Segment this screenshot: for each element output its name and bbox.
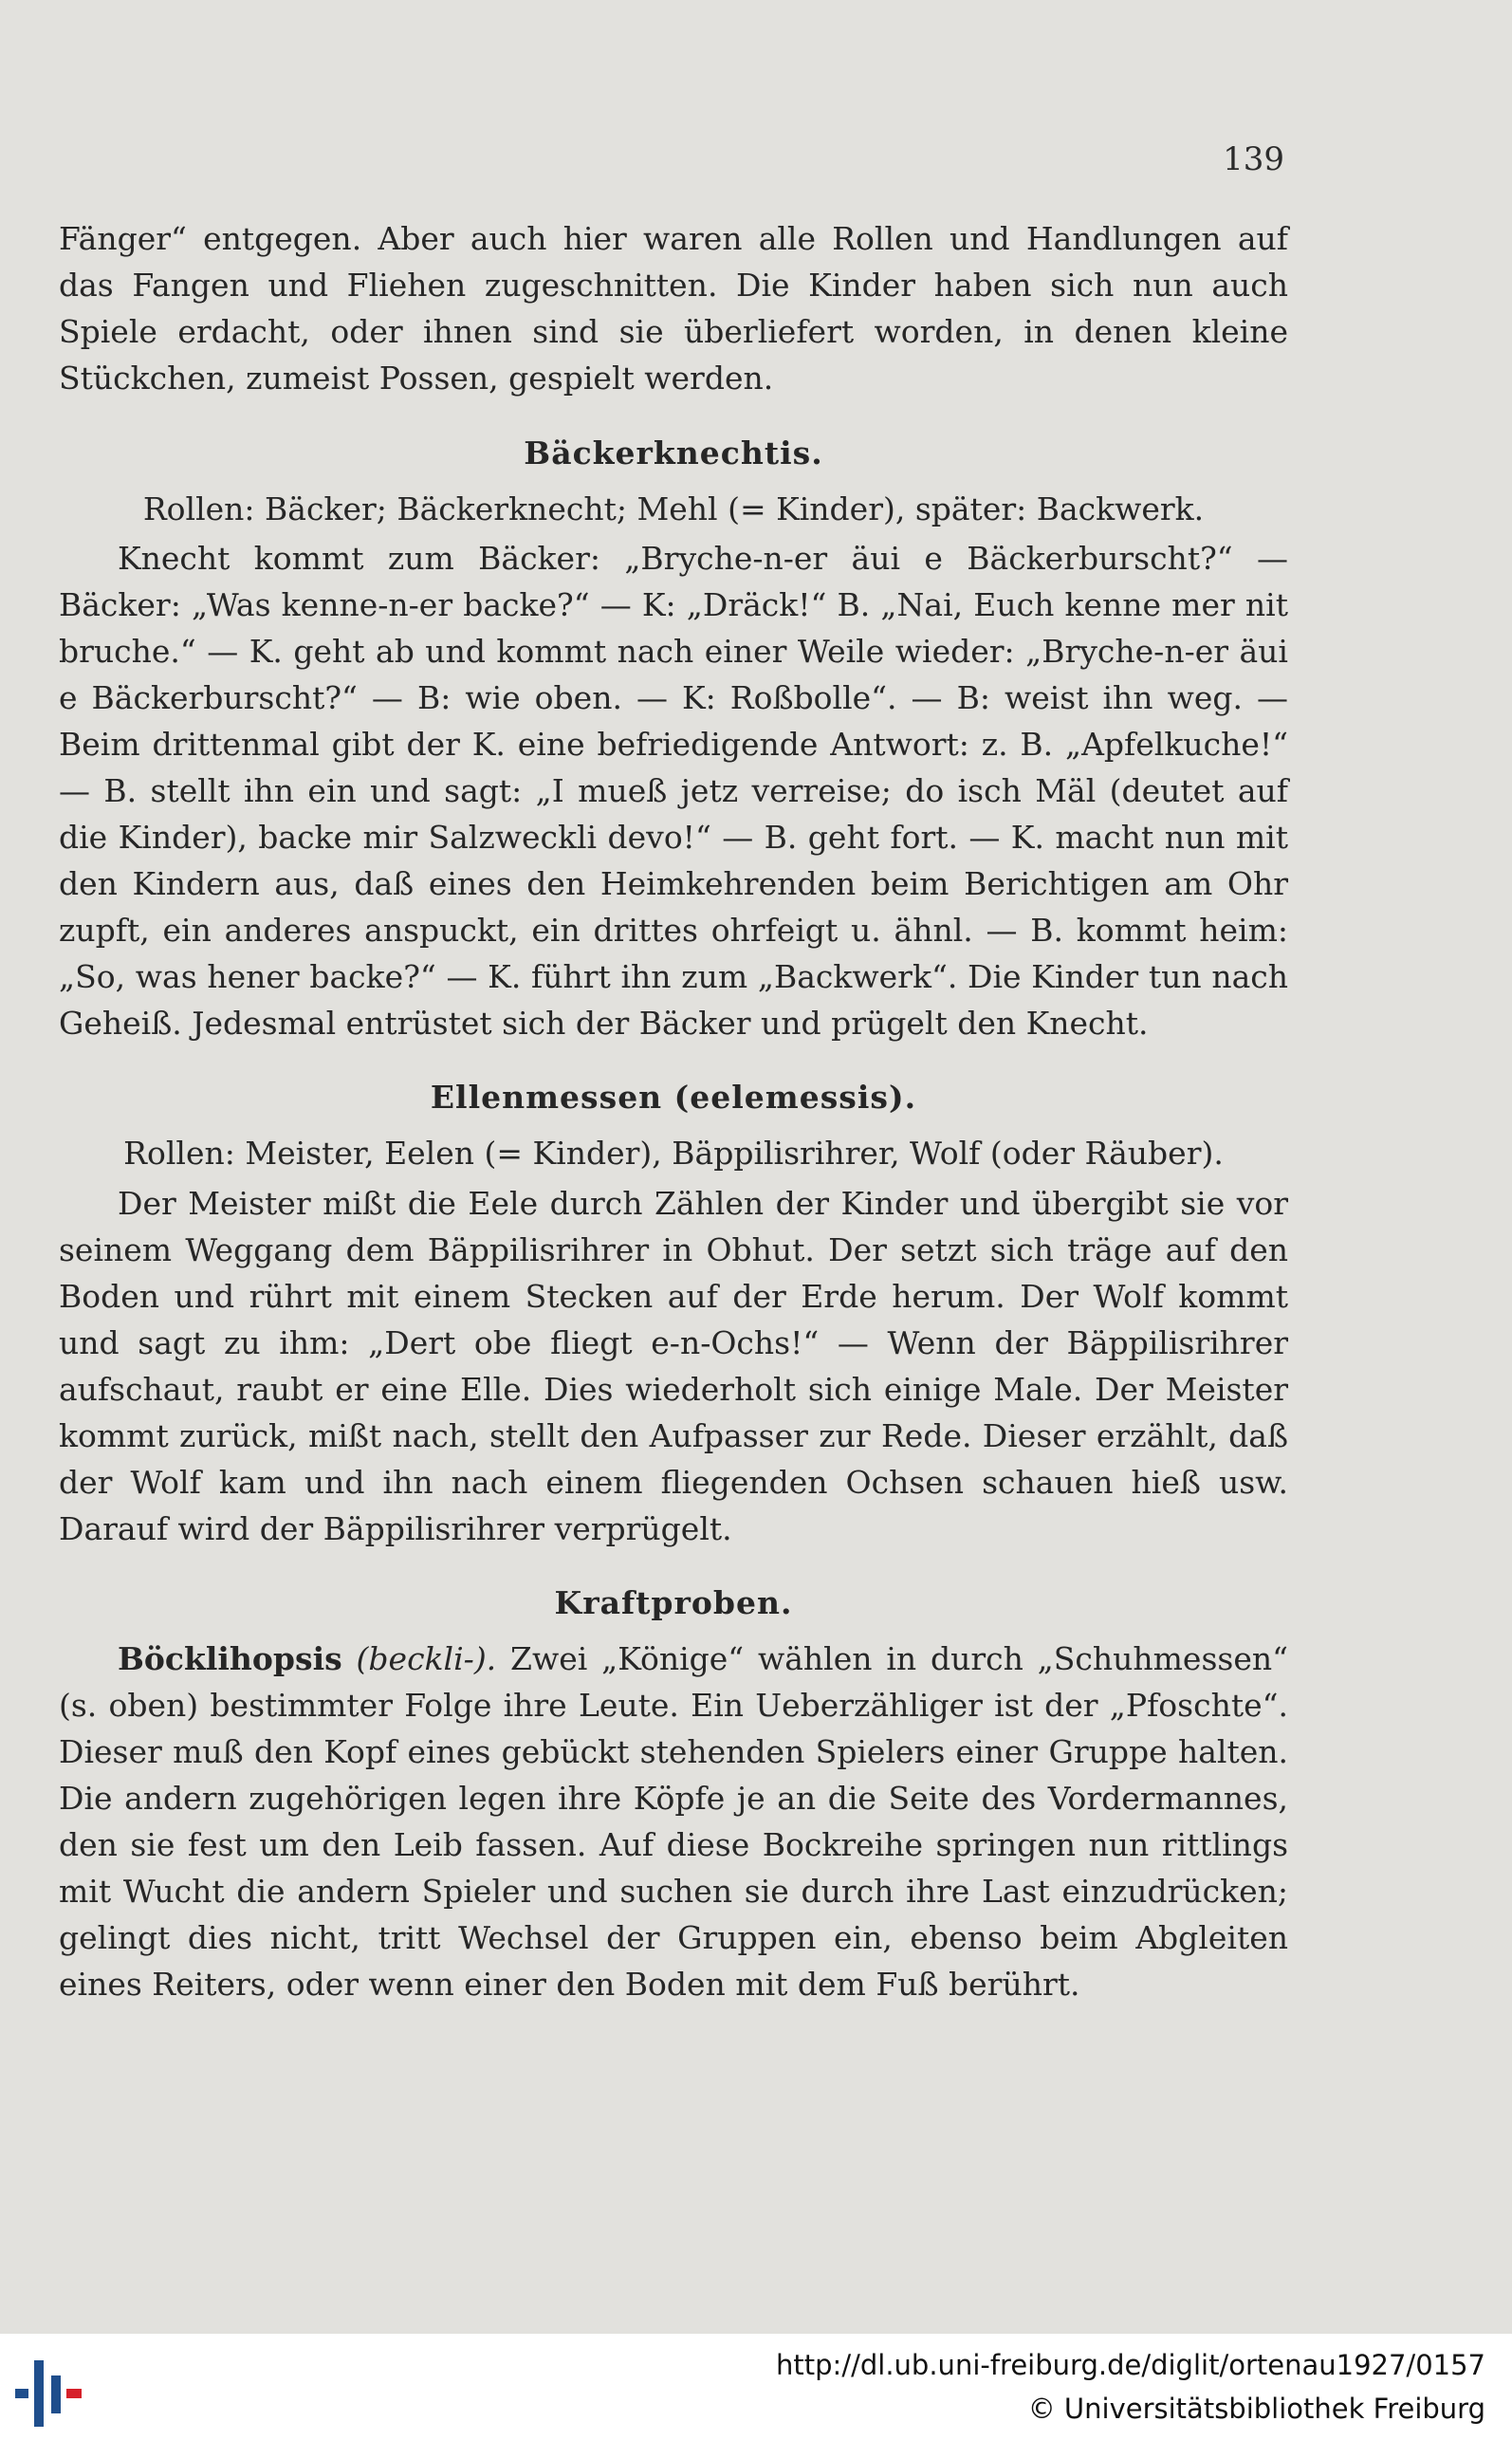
intro-paragraph: Fänger“ entgegen. Aber auch hier waren alle Rollen und Handlungen auf das Fangen und Fliehen zugeschnitten. Die Kinder haben sich nun auch Spiele erdacht, oder ihnen sind sie überliefert worden, in denen kleine Stückchen, zumeist Possen, gespielt werden. — [59, 220, 1288, 397]
section-heading-kraftproben: Kraftproben. — [554, 1584, 793, 1622]
section-paragraph: Knecht kommt zum Bäcker: „Bryche-n-er äui e Bäckerburscht?“ — Bäcker: „Was kenne-n-er backe?“ — K: „Dräck!“ B. „Nai, Euch kenne mer nit bruche.“ — K. geht ab und kommt nach einer Weile wieder: „Bryche-n-er äui e Bäckerburscht?“ — B: wie oben. — K: Roßbolle“. — B: weist ihn weg. — Beim drittenmal gibt der K. eine befriedigende Antwort: z. B. „Apfelkuche!“ — B. stellt ihn ein und sagt: „I mueß jetz verreise; do isch Mäl (deutet auf die Kinder), backe mir Salzweckli devo!“ — B. geht fort. — K. macht nun mit den Kindern aus, daß eines den Heimkehrenden beim Berichtigen am Ohr zupft, ein anderes anspuckt, ein drittes ohrfeigt u. ähnl. — B. kommt heim: „So, was hener backe?“ — K. führt ihn zum „Backwerk“. Die Kinder tun nach Geheiß. Jedesmal entrüstet sich der Bäcker und prügelt den Knecht. — [59, 540, 1288, 1042]
game-description: Zwei „Könige“ wählen in durch „Schuhmessen“ (s. oben) bestimmter Folge ihre Leute. Ein Ueberzähliger ist der „Pfoschte“. Dieser muß den Kopf eines gebückt stehenden Spielers einer Gruppe halten. Die andern zugehörigen legen ihre Köpfe je an die Seite des Vordermannes, den sie fest um den Leib fassen. Auf diese Bockreihe springen nun rittlings mit Wucht die andern Spieler und suchen sie durch ihre Last einzudrücken; gelingt dies nicht, tritt Wechsel der Gruppen ein, ebenso beim Abgleiten eines Reiters, oder wenn einer den Boden mit dem Fuß berührt. — [59, 1640, 1288, 2003]
ub-freiburg-logo-icon — [11, 2347, 87, 2429]
section-heading-baeckerknechtis: Bäckerknechtis. — [524, 434, 823, 471]
game-name-dialect: (beckli-). — [356, 1640, 497, 1678]
section-heading-ellenmessen: Ellenmessen (eelemessis). — [430, 1079, 917, 1117]
game-name: Böcklihopsis — [118, 1640, 342, 1678]
page-text — [59, 216, 1288, 2008]
source-url[interactable]: http://dl.ub.uni-freiburg.de/diglit/ortenau1927/0157 — [776, 2349, 1485, 2381]
page-number: 139 — [1223, 140, 1284, 178]
section-paragraph: Der Meister mißt die Eele durch Zählen der Kinder und übergibt sie vor seinem Weggang dem Bäppilisrihrer in Obhut. Der setzt sich träge auf den Boden und rührt mit einem Stecken auf der Erde herum. Der Wolf kommt und sagt zu ihm: „Dert obe fliegt e-n-Ochs!“ — Wenn der Bäppilisrihrer aufschaut, raubt er eine Elle. Dies wiederholt sich einige Male. Der Meister kommt zurück, mißt nach, stellt den Aufpasser zur Rede. Dieser erzählt, daß der Wolf kam und ihn nach einem fliegenden Ochsen schauen hieß usw. Darauf wird der Bäppilisrihrer verprügelt. — [59, 1185, 1288, 1547]
roles-line: Rollen: Meister, Eelen (= Kinder), Bäppilisrihrer, Wolf (oder Räuber). — [123, 1135, 1224, 1173]
footer-bar — [0, 2334, 1512, 2440]
roles-line: Rollen: Bäcker; Bäckerknecht; Mehl (= Kinder), später: Backwerk. — [142, 490, 1205, 527]
section-paragraph — [59, 1636, 1288, 2007]
copyright-notice: © Universitätsbibliothek Freiburg — [1027, 2393, 1485, 2425]
